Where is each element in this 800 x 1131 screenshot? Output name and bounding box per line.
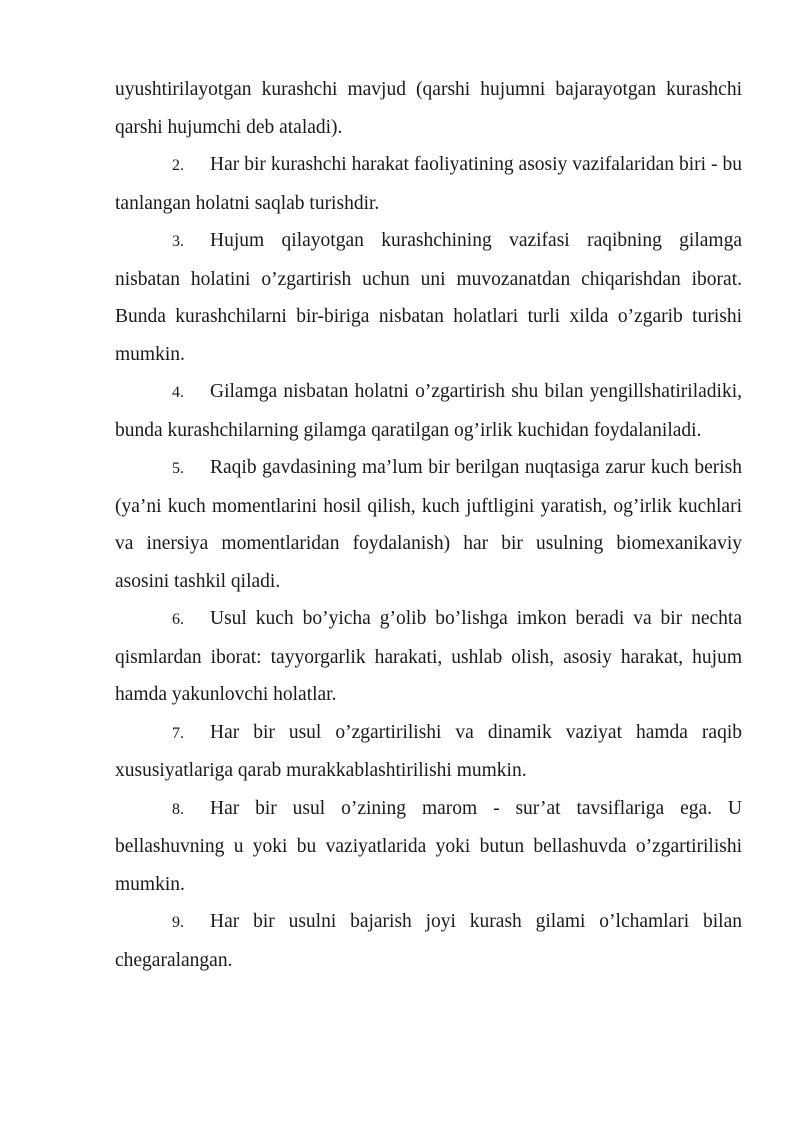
list-item [115, 714, 742, 790]
list-text: Gilamga nisbatan holatni o’zgartirish shu bilan yengillshatiriladiki, bunda kurashchilarning gilamga qaratilgan og’irlik kuchidan foydalaniladi. [115, 381, 742, 441]
list-number: 4. [172, 384, 184, 401]
intro-paragraph: uyushtirilayotgan kurashchi mavjud (qarshi hujumni bajarayotgan kurashchi qarshi hujumchi deb ataladi). [115, 79, 742, 138]
list-number: 8. [172, 800, 184, 818]
list-text: Har bir usulni bajarish joyi kurash gilami o’lchamlari bilan chegaralangan. [115, 911, 742, 971]
list-text: Hujum qilayotgan kurashchining vazifasi raqibning gilamga nisbatan holatini o’zgartirish uchun uni muvozanatdan chiqarishdan iborat. Bunda kurashchilarni bir-biriga nisbatan holatlari turli xilda o’zgarib turishi mumkin. [115, 230, 742, 365]
list-text: Har bir usul o’zgartirilishi va dinamik vaziyat hamda raqib xususiyatlariga qarab murakkablashtirilishi mumkin. [115, 721, 742, 781]
list-number: 5. [172, 460, 184, 477]
list-item [115, 146, 742, 222]
list-item [115, 600, 742, 714]
list-item [115, 903, 742, 979]
list-number: 7. [172, 724, 184, 742]
list-number: 6. [172, 611, 184, 628]
list-item [115, 449, 742, 600]
list-text: Raqib gavdasining ma’lum bir berilgan nuqtasiga zarur kuch berish (ya’ni kuch momentlarini hosil qilish, kuch juftligini yaratish, og’irlik kuchlari va inersiya momentlaridan foydalanish) har bir usulning biomexanikaviy asosini tashkil qiladi. [115, 457, 742, 592]
list-number: 2. [172, 157, 184, 174]
list-item [115, 222, 742, 373]
list-text: Har bir usul o’zining marom - sur’at tavsiflariga ega. U bellashuvning u yoki bu vaziyatlarida yoki butun bellashuvda o’zgartirilishi mumkin. [115, 797, 742, 895]
list-item [115, 790, 742, 904]
list-text: Usul kuch bo’yicha g’olib bo’lishga imkon beradi va bir nechta qismlardan iborat: tayyorgarlik harakati, ushlab olish, asosiy harakat, hujum hamda yakunlovchi holatlar. [115, 608, 742, 705]
document-page [115, 71, 742, 979]
list-number: 9. [172, 914, 184, 931]
list-item [115, 373, 742, 449]
list-text: Har bir kurashchi harakat faoliyatining asosiy vazifalaridan biri - bu tanlangan holatni saqlab turishdir. [115, 154, 742, 214]
list-number: 3. [172, 233, 184, 250]
